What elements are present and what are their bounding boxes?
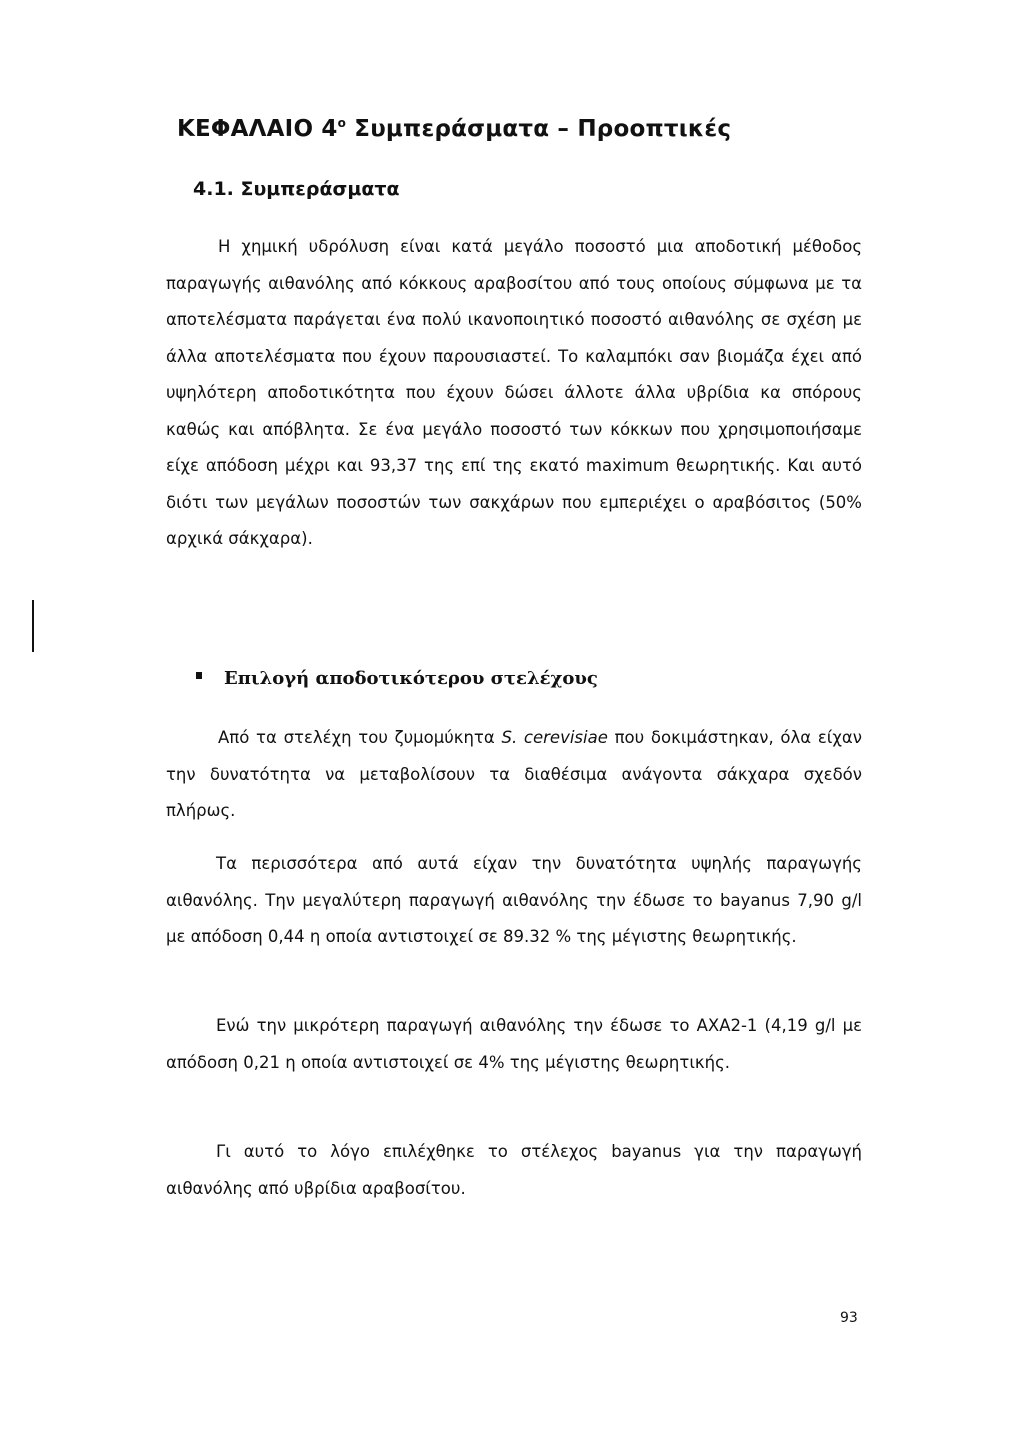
chapter-label: ΚΕΦΑΛΑΙΟ 4: [177, 116, 338, 142]
strain-heading-text: Επιλογή αποδοτικότερου στελέχους: [224, 668, 598, 689]
strain-p1-after: που δοκιμάστηκαν, όλα είχαν την δυνατότητα να μεταβολίσουν τα διαθέσιμα ανάγοντα σάκχαρα σχεδόν πλήρως.: [166, 728, 863, 820]
chapter-title: [177, 116, 731, 142]
intro-paragraph-text: Η χημική υδρόλυση είναι κατά μεγάλο ποσοστό μια αποδοτική μέθοδος παραγωγής αιθανόλης από κόκκους αραβοσίτου από τους οποίους σύμφωνα με τα αποτελέσματα παράγεται ένα πολύ ικανοποιητικό ποσοστό αιθανόλης σε σχέση με άλλα αποτελέσματα που έχουν παρουσιαστεί. Το καλαμπόκι σαν βιομάζα έχει από υψηλότερη αποδοτικότητα που έχουν δώσει άλλοτε άλλα υβρίδια κα σπόρους καθώς και απόβλητα. Σε ένα μεγάλο ποσοστό των κόκκων που χρησιμοποιήσαμε είχε απόδοση μέχρι και 93,37 της επί της εκατό maximum θεωρητικής. Και αυτό διότι των μεγάλων ποσοστών των σακχάρων που εμπεριέχει ο αραβόσιτος (50% αρχικά σάκχαρα).: [166, 237, 862, 548]
strain-section-heading: [196, 668, 598, 689]
margin-change-bar: [32, 600, 34, 652]
species-name: S. cerevisiae: [501, 728, 608, 747]
strain-paragraph-2: Τα περισσότερα από αυτά είχαν την δυνατότητα υψηλής παραγωγής αιθανόλης. Την μεγαλύτερη παραγωγή αιθανόλης την έδωσε το bayanus 7,90 g/l με απόδοση 0,44 η οποία αντιστοιχεί σε 89.32 % της μέγιστης θεωρητικής.: [166, 854, 862, 946]
strain-paragraph-4: Γι αυτό το λόγο επιλέχθηκε το στέλεχος bayanus για την παραγωγή αιθανόλης από υβρίδια αραβοσίτου.: [166, 1142, 862, 1198]
chapter-title-text: Συμπεράσματα – Προοπτικές: [354, 116, 732, 142]
strain-paragraph-3: Ενώ την μικρότερη παραγωγή αιθανόλης την έδωσε το ΑΧΑ2-1 (4,19 g/l με απόδοση 0,21 η οποία αντιστοιχεί σε 4% της μέγιστης θεωρητικής.: [166, 1016, 862, 1072]
page-number: 93: [840, 1310, 858, 1326]
section-title: 4.1. Συμπεράσματα: [193, 178, 400, 200]
chapter-superscript: ο: [337, 116, 347, 130]
intro-paragraph: [166, 229, 862, 558]
bullet-icon: [196, 672, 202, 679]
strain-paragraph-1: [166, 720, 862, 830]
strain-p1-before: Από τα στελέχη του ζυμομύκητα: [218, 728, 502, 747]
